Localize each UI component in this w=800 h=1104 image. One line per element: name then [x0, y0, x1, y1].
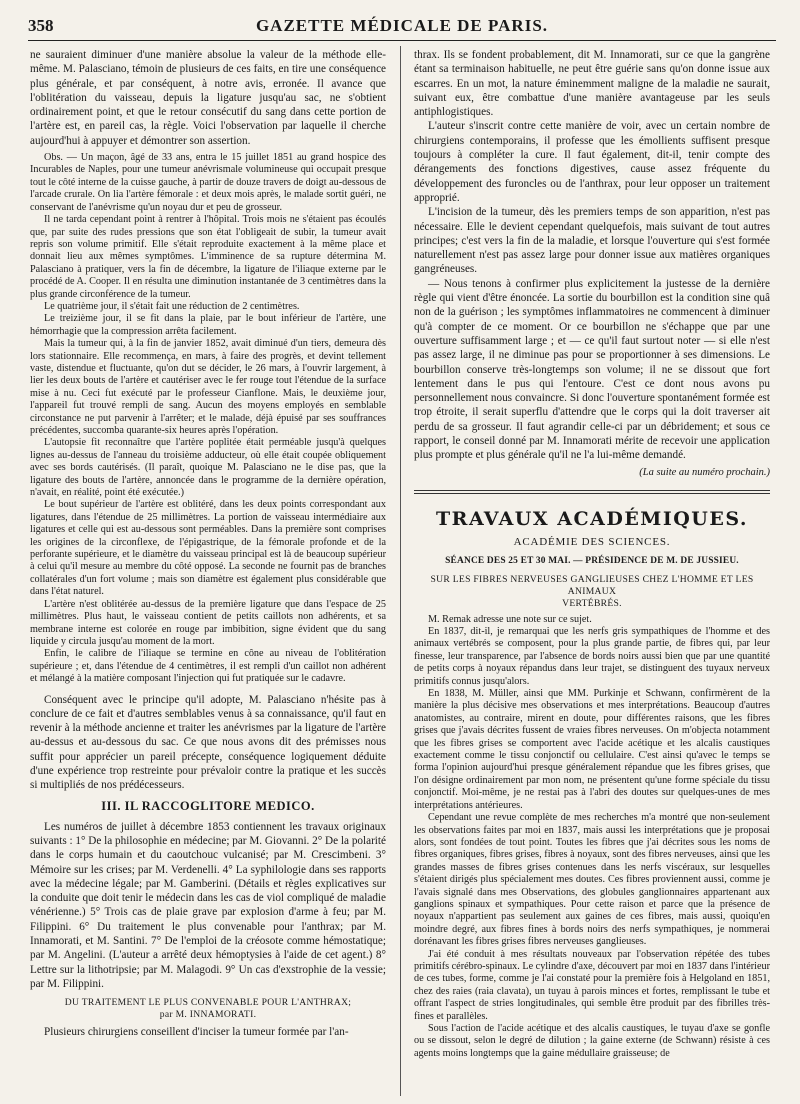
- paragraph: L'auteur s'inscrit contre cette manière de voir, avec un certain nombre de chirurgiens contemporains, il professe que les émollients suffisent presque toujours à compléter la cure. Il faut également, dit-il, tenir compte des dérangements des fonctions digestives, cause assez fréquente du développement des furoncles ou de l'anthrax, pour leur opposer un traitement approprié.: [414, 120, 770, 204]
- paragraph: Enfin, le calibre de l'iliaque se termine en cône au niveau de l'oblitération supérieure ; et, dans l'étendue de 4 centimètres, il est rempli d'un caillot non adhérent et mélangé à la matière composant l'injection qui fut pratiquée sur le cadavre.: [30, 648, 386, 685]
- subhead-author: par M. INNAMORATI.: [159, 1009, 257, 1021]
- paragraph: Sous l'action de l'acide acétique et des alcalis caustiques, le tuyau d'axe se gonfle ou se dissout, selon le degré de dilution ; la gaine externe (de Schwann) résiste à ces agents moins longtemps que la gaine médullaire graisseuse; de: [414, 1023, 770, 1059]
- paragraph: Les numéros de juillet à décembre 1853 contiennent les travaux originaux suivants : 1° De la philosophie en médecine; par M. Giovanni. 2° De la polarité dans le corps humain et du caoutchouc vulcanisé; par M. Crescimbeni. 3° Mémoire sur les crises; par M. Verdenelli. 4° La syphilologie dans ses rapports avec la médecine légale; par M. Gamberini. (Détails et règles explicatives sur la conduite que doit tenir le médecin dans les cas de viol compliqué de maladie vénérienne.) 5° Trois cas de plaie grave par explosion d'arme à feu; par M. Filippini. 6° Du traitement le plus convenable pour l'anthrax; par M. Innamorati, et M. Santini. 7° De l'emploi de la créosote comme hémostatique; par M. Angelini. (L'auteur a arrêté deux hémoptysies à l'aide de cet agent.) 8° Lettre sur la lithotripsie; par M. Malagodi. 9° Un cas d'exstrophie de la vessie; par M. Filippini.: [30, 820, 386, 990]
- observation-intro: [30, 152, 386, 214]
- paragraph: — Nous tenons à confirmer plus explicitement la justesse de la dernière règle qui vient d'être énoncée. La sortie du bourbillon est la condition sine quâ non de la guérison ; les symptômes inflammatoires ne commencent à diminuer qu'à compter de ce moment. Or ce bourbillon ne s'échappe que par une ouverture suffisamment large ; et — ce qu'il faut surtout noter — si elle n'est pas assez large, il ne diminue pas pour se proportionner à ses dimensions. Le bourbillon conserve très-longtemps son volume; il ne se dissout que fort lentement dans le pus qui l'entoure. C'est ce dont nous avons pu personnellement nous convaincre. Si donc l'ouverture spontanément formée est trop étroite, il serait superflu d'attendre que le corps qui la doit traverser ait perdu de sa grosseur. Il faut agrandir celle-ci par un débridement; et sous ce rapport, le conseil donné par M. Innamorati mérite de recevoir une application plus prompte et plus générale qu'il ne l'a lui-même demandé.: [414, 277, 770, 462]
- paragraph: Il ne tarda cependant point à rentrer à l'hôpital. Trois mois ne s'étaient pas écoulés que, par suite des rudes pressions que son état l'obligeait de subir, la tumeur avait repris son volume primitif. Elle s'était reproduite exactement à la même place et donnait lieu aux mêmes symptômes. L'imminence de sa rupture détermina M. Palasciano à pratiquer, vers la fin de décembre, la ligature de l'iliaque externe par le procédé de A. Cooper. Il en résulta une diminution instantanée de 3 centimètres dans la plus grande circonférence de la tumeur.: [30, 214, 386, 300]
- subhead-title: DU TRAITEMENT LE PLUS CONVENABLE POUR L'ANTHRAX;: [64, 997, 352, 1009]
- paragraph: L'incision de la tumeur, dès les premiers temps de son apparition, n'est pas nécessaire. Elle le devient cependant quelquefois, mais suivant de tout autres principes; c'est vers la fin de la maladie, et lorsque l'ouverture qui s'est formée naturellement n'est pas assez large pour donner issue aux matières organiques gangréneuses.: [414, 206, 770, 276]
- paragraph: En 1838, M. Müller, ainsi que MM. Purkinje et Schwann, confirmèrent de la manière la plus décisive mes observations et mes interprétations. Beaucoup d'autres anatomistes, au contraire, mirent en doute, pour différentes raisons, que les fibres grises que j'avais décrites fussent de vraies fibres nerveuses. On m'objecta notamment que les fibres grises se comportent avec l'acide acétique et les alcalis caustiques exactement comme le tissu conjonctif ou cellulaire. C'est ainsi qu'avec le temps se forma l'opinion aujourd'hui presque généralement répandue que les fibres grises, que l'on désigne ordinairement par mon nom, ne présentent qu'une forme spéciale du tissu conjonctif. Moi-même, je ne restai pas à l'abri des doutes sur quelques-unes de mes interprétations antérieures.: [414, 688, 770, 811]
- paragraph: Le treizième jour, il se fit dans la plaie, par le bout inférieur de l'artère, une hémorrhagie que la compression arrêta facilement.: [30, 313, 386, 337]
- paragraph: L'autopsie fit reconnaître que l'artère poplitée était perméable jusqu'à quelques lignes au-dessus de l'anneau du troisième adducteur, où elle était coupée obliquement avec ses bords cautérisés. (Il paraît, quoique M. Palasciano ne le dise pas, que la ligature des bouts de l'artère, annoncée dans le programme de la dernière opération, n'avait, en réalité, point été exécutée.): [30, 437, 386, 499]
- continued-note: (La suite au numéro prochain.): [639, 466, 770, 478]
- academy-name: ACADÉMIE DES SCIENCES.: [513, 535, 671, 548]
- paragraph: Mais la tumeur qui, à la fin de janvier 1852, avait diminué d'un tiers, demeura dès lors stationnaire. Elle recommença, en mars, à faire des progrès, et devint tellement vaste, distendue et fluctuante, qu'on dut se décider, le 26 mars, à l'ouvrir largement, à lier les deux bouts de l'artère et cautériser avec le fer rouge tout l'étendue de la surface mise à nu. Ceci fut exécuté par le professeur Cianflone. Mais, le deuxième jour, l'appareil fut trouvé rempli de sang. Aucun des moyens employés en semblable circonstance ne put parvenir à l'arrêter; et le malade, déjà épuisé par ses souffrances précédentes, succomba quarante-six heures après l'opération.: [30, 338, 386, 437]
- obs-label: Obs.: [44, 152, 63, 164]
- page-number: 358: [28, 16, 54, 35]
- obs-text: — Un maçon, âgé de 33 ans, entra le 15 juillet 1851 au grand hospice des Incurables de Naples, pour une tumeur anévrismale volumineuse qui occupait presque tout le côté interne de la cuisse gauche, à partir de douze travers de doigt au-dessous de l'arcade crurale. On lia l'artère fémorale : et deux mois après, le malade sortit guéri, ne conservant de l'anévrisme qu'un noyau dur et peu de grosseur.: [30, 152, 386, 213]
- paragraph: Cependant une revue complète de mes recherches m'a montré que non-seulement les observations faites par moi en 1837, mais aussi les interprétations que je proposai alors, sont fondées de tout point. Toutes les fibres que j'ai décrites sous les noms de fibres organiques, fibres grises, fibres à noyaux, sont des fibres nerveuses, ainsi que les grandes masses de fibres grises contenues dans les nerfs viscéraux, sur lesquelles s'étaient dirigés plus spécialement mes doutes. Ces fibres proviennent aussi, comme je l'avais signalé dans mes Observations, des globules ganglionnaires appartenant aux ganglions spinaux et sympathiques. Pour cette raison et parce que la présence de noyaux n'appartient pas seulement aux gaines de ces fibres, mais aussi, quoiqu'en moindre degré, aux fibres fines à bords noirs des nerfs sympathiques, je nommerai dorénavant les fibres grises fibres nerveuses ganglieuses.: [414, 812, 770, 948]
- paragraph: L'artère n'est oblitérée au-dessus de la première ligature que dans l'espace de 25 millimètres. Plus haut, le vaisseau contient de petits caillots non adhérents, et sa membrane interne est colorée en rouge par imbibition, signe évident que du sang liquide y circula jusqu'au moment de la mort.: [30, 598, 386, 647]
- page-header: [28, 14, 776, 41]
- subhead-title-cont: VERTÉBRÉS.: [562, 597, 622, 609]
- paragraph: Plusieurs chirurgiens conseillent d'inciser la tumeur formée par l'an-: [44, 1026, 349, 1039]
- paragraph: thrax. Ils se fondent probablement, dit M. Innamorati, sur ce que la gangrène étant sa terminaison habituelle, ne peut être guérie sans qu'on donne issue aux escarres. En un mot, la nature éminemment maligne de la maladie ne saurait, suivant eux, être combattue d'une manière avantageuse par les seuls antiphlogistiques.: [414, 49, 770, 119]
- column-divider: [400, 46, 401, 1096]
- section-title: TRAVAUX ACADÉMIQUES.: [436, 507, 748, 530]
- paragraph: Conséquent avec le principe qu'il adopte, M. Palasciano n'hésite pas à conclure de ce fait et d'autres semblables venus à sa connaissance, qu'il faut en revenir à la méthode ancienne et traiter les anévrismes par la ligature de l'artère au-dessus et au-dessous du sac. Ce que nous avons dit des prémisses nous suffit pour apprécier un pareil précepte, conséquence logiquement déduite d'une expérience trop restreinte pour prévaloir contre la pratique et les succès si multipliés de nos prédécesseurs.: [30, 693, 386, 792]
- left-column: [30, 48, 386, 1096]
- section-divider: [414, 490, 770, 494]
- paragraph: Le quatrième jour, il s'était fait une réduction de 2 centimètres.: [44, 300, 300, 312]
- subhead-title: SUR LES FIBRES NERVEUSES GANGLIEUSES CHEZ L'HOMME ET LES ANIMAUX: [430, 573, 754, 597]
- paragraph: En 1837, dit-il, je remarquai que les nerfs gris sympathiques de l'homme et des animaux vertébrés se composent, pour la plus grande partie, de fibres qui, par leur finesse, leur transparence, par l'absence de bords noirs aussi bien que par une quantité de petits corps à noyaux répandus dans leur trajet, se distinguent des tuyaux nerveux primitifs connus jusqu'alors.: [414, 626, 770, 687]
- journal-title: GAZETTE MÉDICALE DE PARIS.: [255, 16, 549, 35]
- paragraph: Le bout supérieur de l'artère est oblitéré, dans les deux points correspondant aux ligatures, dans l'étendue de 25 millimètres. La portion de vaisseau intermédiaire aux ligatures et celle qui est au-dessous sont perméables. Dans la première sont comprises les origines de la circonflexe, de l'épigastrique, de la fémorale profonde et de la perforante supérieure, et le diamètre du vaisseau principal est là de beaucoup supérieur à celui qu'il mesure au membre du côté opposé. La seconde ne fournit pas de branches collatérales d'un fort volume ; mais son diamètre est également plus considérable que dans l'état naturel.: [30, 499, 386, 598]
- paragraph: ne sauraient diminuer d'une manière absolue la valeur de la méthode elle-même. M. Palasciano, témoin de plusieurs de ces faits, en tire une conséquence plus générale, et par conséquent, à notre avis, erronée. Il avance que l'oblitération du vaisseau, depuis la ligature jusqu'au sac, ne s'obtient ordinairement point, et que le retour consécutif du sang dans cette portion de l'artère est, en pareil cas, la règle. Voici l'observation par laquelle il cherche aujourd'hui à appuyer et démontrer son assertion.: [30, 49, 386, 147]
- article-subhead: [414, 574, 770, 610]
- article-subhead: [30, 997, 386, 1021]
- paragraph: M. Remak adresse une note sur ce sujet.: [428, 613, 592, 625]
- right-column: [414, 48, 770, 1096]
- paragraph: J'ai été conduit à mes résultats nouveaux par l'observation répétée des tubes primitifs cérébro-spinaux. Le cylindre d'axe, découvert par moi en 1837 dans l'intérieur de ces tubes, forme, comme je l'ai constaté pour la première fois à Helgoland en 1851, chez des raies (raia clavata), un tuyau à parois minces et fortes, remplissant le tube et offrant l'aspect de stries longitudinales, qui semble être produit par des fibrilles très-fines et parallèles.: [414, 948, 770, 1022]
- section-title: III. IL RACCOGLITORE MEDICO.: [101, 798, 315, 813]
- session-line: SÉANCE DES 25 ET 30 MAI. — PRÉSIDENCE DE M. DE JUSSIEU.: [445, 555, 739, 566]
